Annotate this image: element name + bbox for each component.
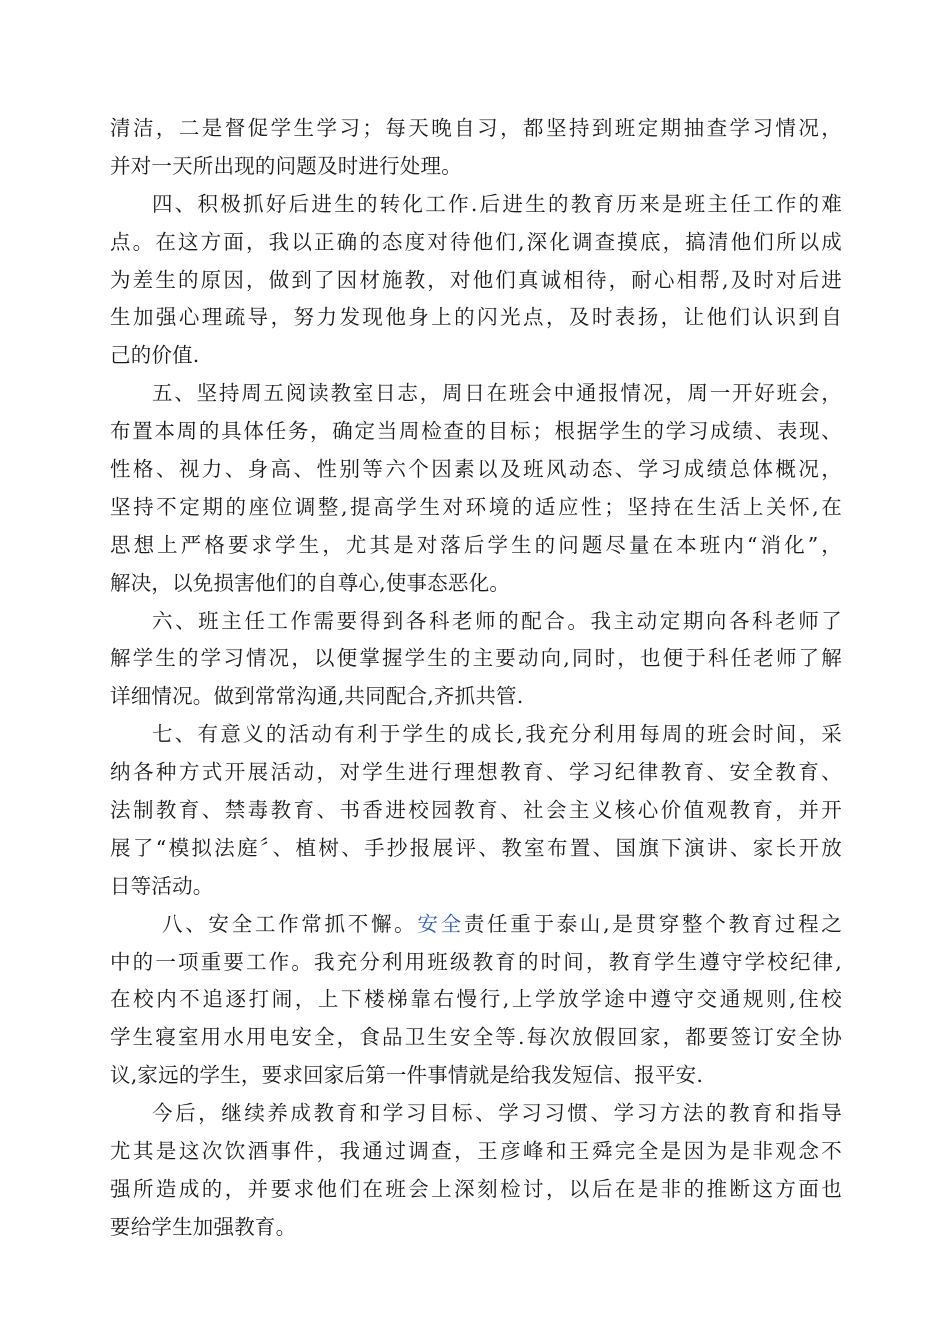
text-line: 日等活动。 — [110, 873, 214, 898]
paragraph-five-class-log — [110, 375, 842, 602]
text-line: 解学生的学习情况，以便掌握学生的主要动向,同时，也便于科任老师了解 — [110, 646, 842, 671]
text-line: 点。在这方面，我以正确的态度对待他们,深化调查摸底，搞清他们所以成 — [110, 229, 842, 254]
safety-link[interactable]: 安全 — [417, 911, 464, 936]
text-line: 布置本周的具体任务，确定当周检查的目标；根据学生的学习成绩、表现、 — [110, 419, 842, 444]
text-line: 尤其是这次饮酒事件，我通过调查，王彦峰和王舜完全是因为是非观念不 — [110, 1139, 842, 1164]
text-line: 在校内不追逐打闹，上下楼梯靠右慢行,上学放学途中遵守交通规则,住校 — [110, 987, 842, 1012]
paragraph-seven-activities — [110, 716, 842, 905]
paragraph-six-teacher-cooperation — [110, 603, 842, 717]
text-line: 今后，继续养成教育和学习目标、学习习惯、学习方法的教育和指导 — [152, 1101, 842, 1126]
line-segment: 八、安全工作常抓不懈。 — [162, 911, 418, 936]
text-line: 六、班主任工作需要得到各科老师的配合。我主动定期向各科老师了 — [152, 608, 842, 633]
paragraph-four-backward-students — [110, 186, 842, 375]
line-segment: 责任重于泰山,是贯穿整个教育过程之 — [463, 911, 843, 936]
text-line: 五、坚持周五阅读教室日志，周日在班会中通报情况，周一开好班会， — [152, 381, 842, 406]
text-line: 七、有意义的活动有利于学生的成长,我充分利用每周的班会时间，采 — [152, 722, 842, 747]
text-line: 详细情况。做到常常沟通,共同配合,齐抓共管. — [110, 684, 524, 709]
text-line: 强所造成的，并要求他们在班会上深刻检讨，以后在是非的推断这方面也 — [110, 1176, 842, 1201]
text-line: 议,家远的学生，要求回家后第一件事情就是给我发短信、报平安. — [110, 1063, 704, 1088]
text-line: 性格、视力、身高、性别等六个因素以及班风动态、学习成绩总体概况， — [110, 457, 842, 482]
text-line: 思想上严格要求学生，尤其是对落后学生的问题尽量在本班内“消化”， — [110, 532, 842, 557]
text-line: 己的价值. — [110, 343, 200, 368]
text-line: 展了“模拟法庭〞、植树、手抄报展评、教室布置、国旗下演讲、家长开放 — [110, 835, 842, 860]
paragraph-future-plans — [110, 1095, 842, 1247]
paragraph-cleaning — [110, 110, 842, 186]
text-line: 并对一天所出现的问题及时进行处理。 — [110, 153, 462, 178]
text-line: 要给学生加强教育。 — [110, 1214, 297, 1239]
text-line: 纳各种方式开展活动，对学生进行理想教育、学习纪律教育、安全教育、 — [110, 760, 842, 785]
document-page — [110, 110, 842, 1247]
text-line: 中的一项重要工作。我充分利用班级教育的时间，教育学生遵守学校纪律, — [110, 949, 842, 974]
text-line: 生加强心理疏导，努力发现他身上的闪光点，及时表扬，让他们认识到自 — [110, 305, 842, 330]
paragraph-eight-safety — [110, 906, 842, 1095]
text-line: 清洁，二是督促学生学习；每天晚自习，都坚持到班定期抽查学习情况， — [110, 116, 842, 140]
text-line: 学生寝室用水用电安全，食品卫生安全等.每次放假回家，都要签订安全协 — [110, 1025, 842, 1050]
text-line: 法制教育、禁毒教育、书香进校园教育、社会主义核心价值观教育，并开 — [110, 798, 842, 823]
text-line: 解决，以免损害他们的自尊心,使事态恶化。 — [110, 570, 511, 595]
text-line: 四、积极抓好后进生的转化工作.后进生的教育历来是班主任工作的难 — [152, 191, 842, 216]
text-line: 坚持不定期的座位调整,提高学生对环境的适应性；坚持在生活上关怀,在 — [110, 494, 842, 519]
text-line: 为差生的原因，做到了因材施教，对他们真诚相待，耐心相帮,及时对后进 — [110, 267, 842, 292]
text-line — [110, 906, 842, 944]
